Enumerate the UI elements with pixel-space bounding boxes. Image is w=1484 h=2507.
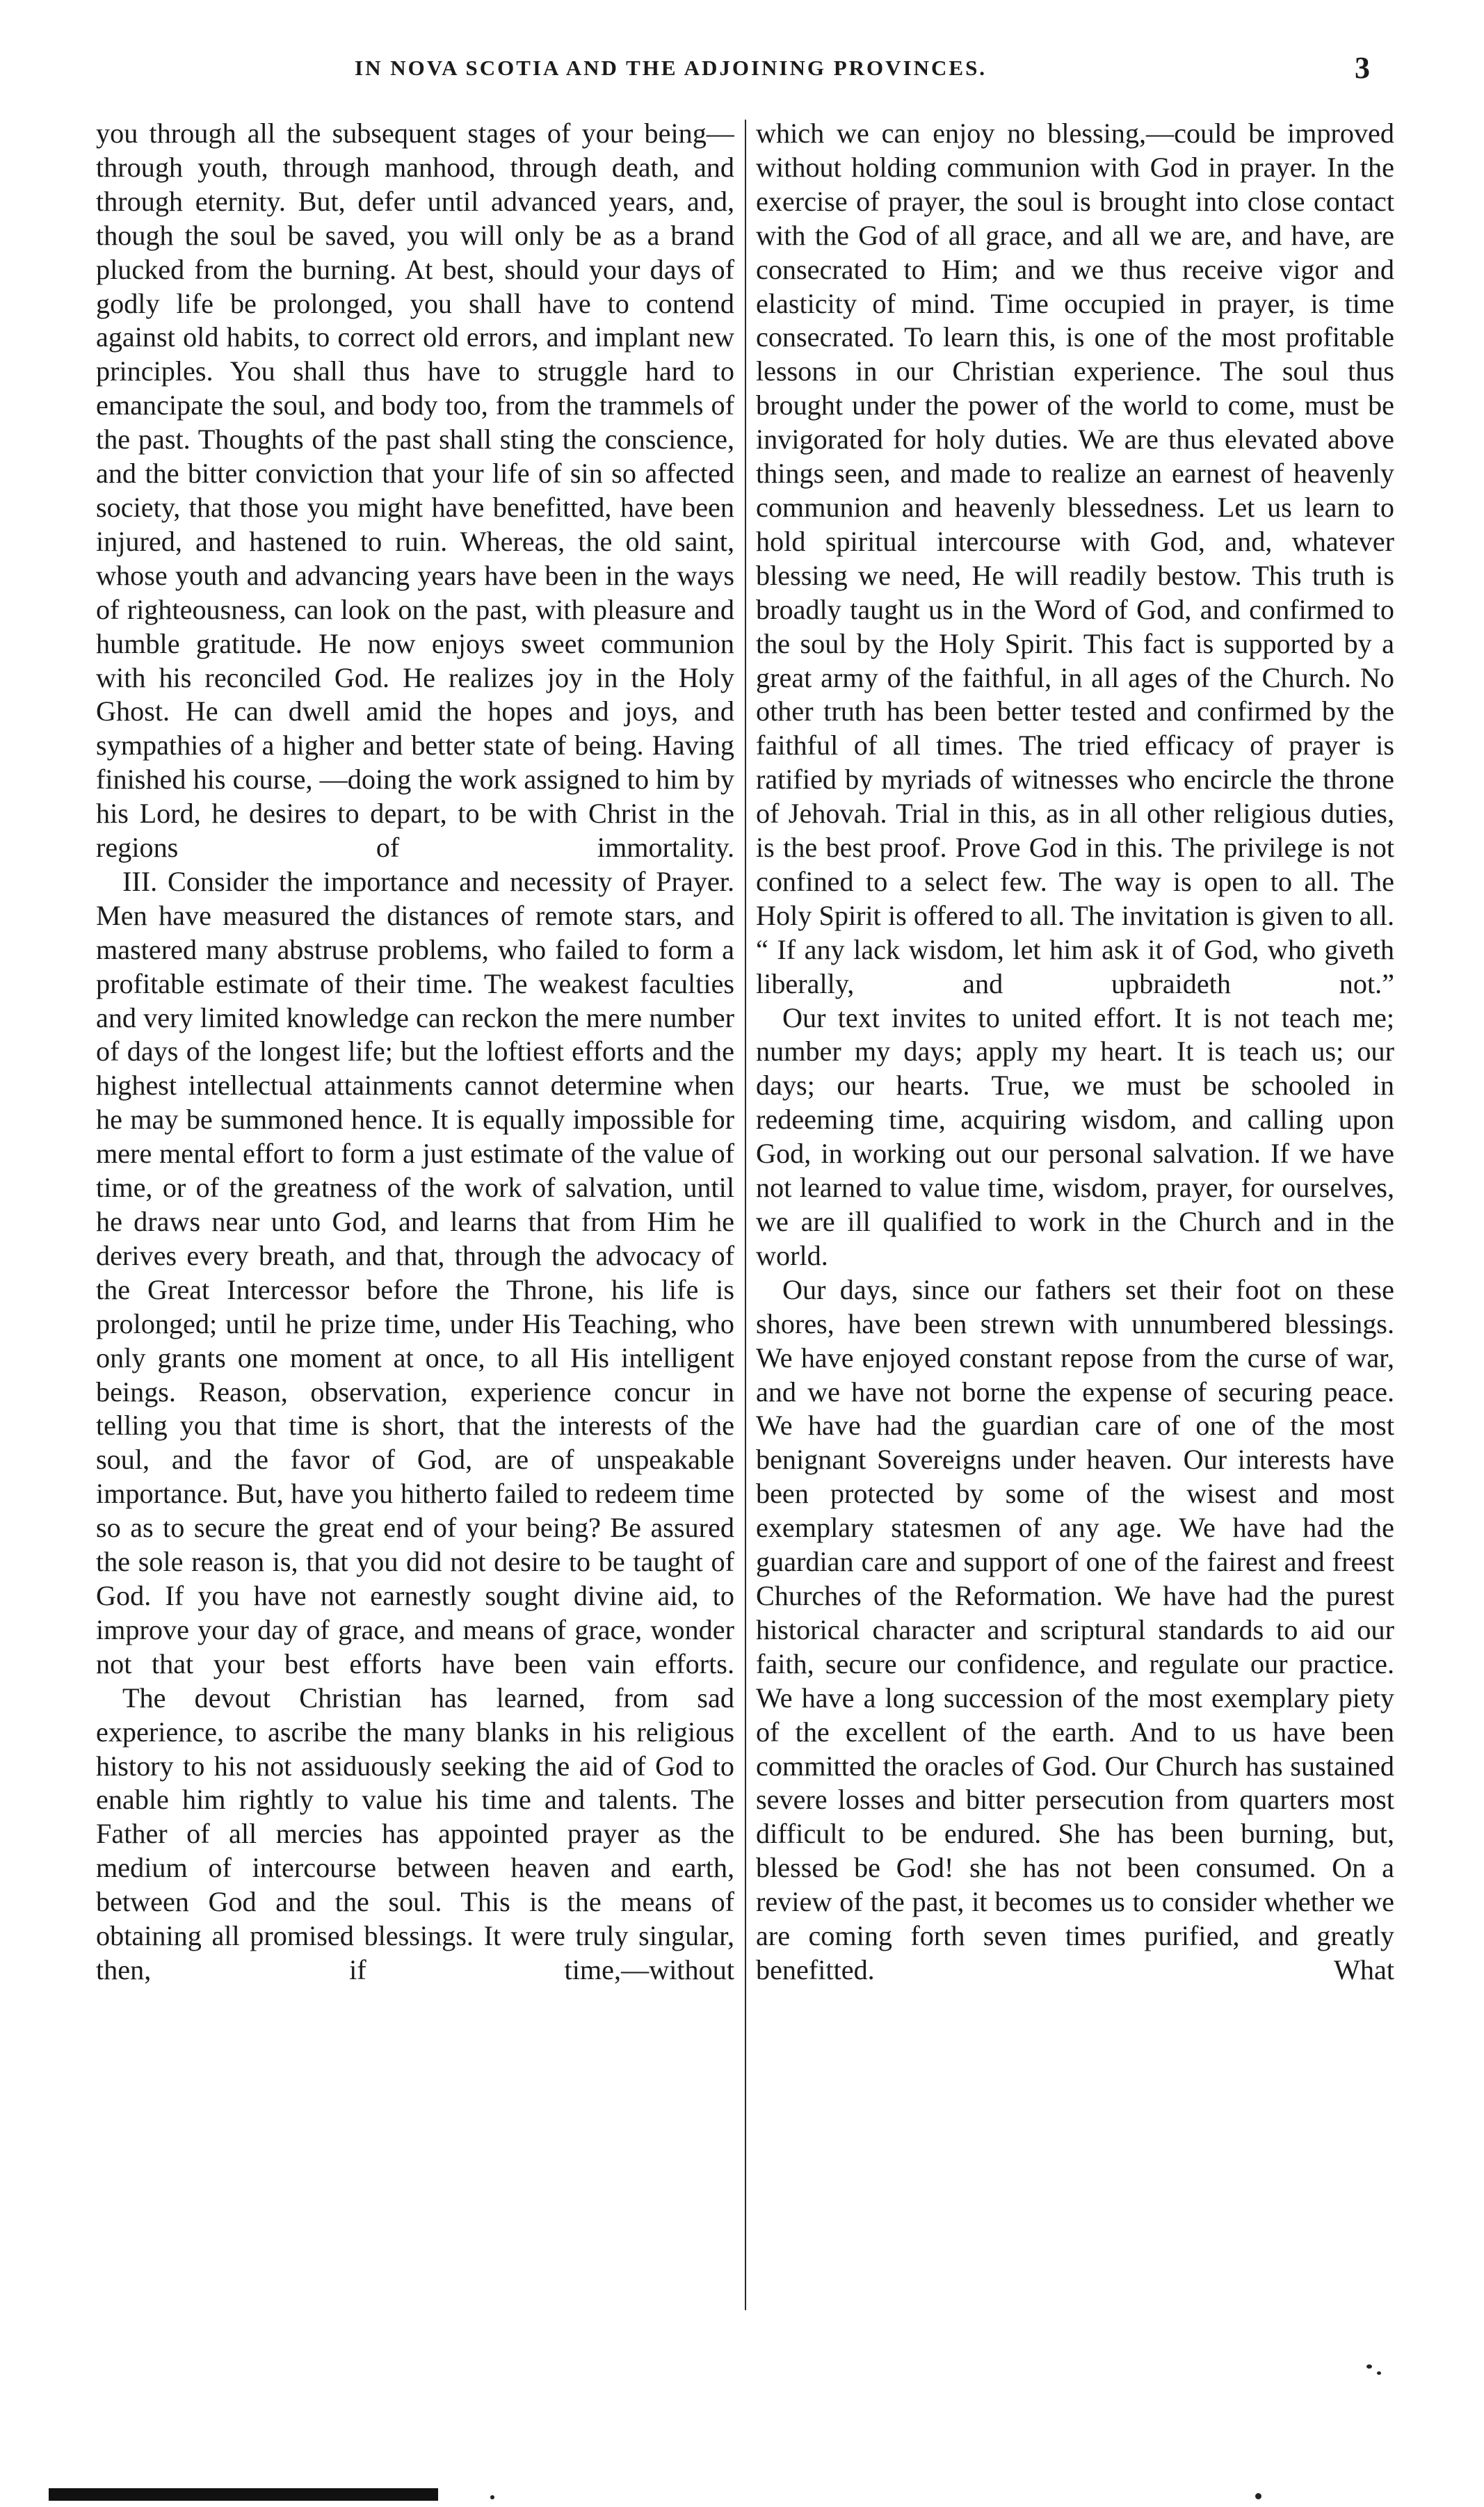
paragraph: Our text invites to united effort. It is not teach me; number my days; apply my heart. It is teach us; our days; our hearts. True, we must be schooled in redeeming time, acquiring wisdom, and calling upon God, in working out our personal salvation. If we have not learned to value time, wisdom, prayer, for ourselves, we are ill qualified to work in the Church and in the world. xyxy=(756,1001,1394,1271)
paragraph: which we can enjoy no blessing,—could be improved without holding communion with God in prayer. In the exercise of prayer, the soul is brought into close contact with the God of all grace, and all we are, and have, are consecrated to Him; and we thus receive vigor and elasticity of mind. Time occupied in prayer, is time consecrated. To learn this, is one of the most profitable lessons in our Christian experience. The soul thus brought under the power of the world to come, must be invigorated for holy duties. We are thus elevated above things seen, and made to realize an earnest of heavenly communion and heavenly blessedness. Let us learn to hold spiritual intercourse with God, and, whatever blessing we need, He will readily bestow. This truth is broadly taught us in the Word of God, and confirmed to the soul by the Holy Spirit. This fact is supported by a great army of the faithful, in all ages of the Church. No other truth has been better tested and confirmed by the faithful of all times. The tried efficacy of prayer is ratified by myriads of witnesses who encircle the throne of Jehovah. Trial in this, as in all other religious duties, is the best proof. Prove God in this. The privilege is not confined to a select few. The way is open to all. The Holy Spirit is offered to all. The invitation is given to all. “ If any lack wisdom, let him ask it of God, who giveth liberally, and upbraideth not.” xyxy=(756,118,1394,999)
running-title: IN NOVA SCOTIA AND THE ADJOINING PROVINCES. xyxy=(355,56,987,80)
paragraph: The devout Christian has learned, from sad experience, to ascribe the many blanks in his religious history to his not assiduously seeking the aid of God to enable him rightly to value his time and talents. The Father of all mercies has appointed prayer as the medium of intercourse between heaven and earth, between God and the soul. This is the means of obtaining all promised blessings. It were truly singular, then, if time,—without xyxy=(96,1682,734,1985)
right-column xyxy=(756,117,1394,2349)
scan-speck xyxy=(490,2495,494,2499)
page-header xyxy=(0,50,1484,92)
scan-speck xyxy=(1377,2371,1381,2375)
paragraph: III. Consider the importance and necessity of Prayer. Men have measured the distances of remote stars, and mastered many abstruse problems, who failed to form a profitable estimate of their time. The weakest faculties and very limited knowledge can reckon the mere number of days of the longest life; but the loftiest efforts and the highest intellectual attainments cannot determine when he may be summoned hence. It is equally impossible for mere mental effort to form a just estimate of the value of time, or of the greatness of the work of salvation, until he draws near unto God, and learns that from Him he derives every breath, and that, through the advocacy of the Great Intercessor before the Throne, his life is prolonged; until he prize time, under His Teaching, who only grants one moment at once, to all His intelligent beings. Reason, observation, experience concur in telling you that time is short, that the interests of the soul, and the favor of God, are of unspeakable importance. But, have you hitherto failed to redeem time so as to secure the great end of your being? Be assured the sole reason is, that you did not desire to be taught of God. If you have not earnestly sought divine aid, to improve your day of grace, and means of grace, wonder not that your best efforts have been vain efforts. xyxy=(96,865,734,1679)
paragraph: Our days, since our fathers set their foot on these shores, have been strewn with unnumbered blessings. We have enjoyed constant repose from the curse of war, and we have not borne the expense of securing peace. We have had the guardian care of one of the most benignant Sovereigns under heaven. Our interests have been protected by some of the wisest and most exemplary statesmen of any age. We have had the guardian care and support of one of the fairest and freest Churches of the Reformation. We have had the purest historical character and scriptural standards to aid our faith, secure our confidence, and regulate our practice. We have a long succession of the most exemplary piety of the excellent of the earth. And to us have been committed the oracles of God. Our Church has sustained severe losses and bitter persecution from quarters most difficult to be endured. She has been burning, but, blessed be God! she has not been consumed. On a review of the past, it becomes us to consider whether we are coming forth seven times purified, and greatly benefitted. What xyxy=(756,1273,1394,1985)
left-column xyxy=(96,117,734,2349)
page-number: 3 xyxy=(1355,51,1370,85)
scan-speck xyxy=(1366,2364,1372,2369)
column-divider xyxy=(745,120,746,2310)
scan-speck xyxy=(1255,2493,1261,2499)
scan-edge-mark xyxy=(49,2488,438,2501)
paragraph: you through all the subsequent stages of your being—through youth, through manhood, through death, and through eternity. But, defer until advanced years, and, though the soul be saved, you will only be as a brand plucked from the burning. At best, should your days of godly life be prolonged, you shall have to contend against old habits, to correct old errors, and implant new principles. You shall thus have to struggle hard to emancipate the soul, and body too, from the trammels of the past. Thoughts of the past shall sting the conscience, and the bitter conviction that your life of sin so affected society, that those you might have benefitted, have been injured, and hastened to ruin. Whereas, the old saint, whose youth and advancing years have been in the ways of righteousness, can look on the past, with pleasure and humble gratitude. He now enjoys sweet communion with his reconciled God. He realizes joy in the Holy Ghost. He can dwell amid the hopes and joys, and sympathies of a higher and better state of being. Having finished his course, —doing the work assigned to him by his Lord, he desires to depart, to be with Christ in the regions of immortality. xyxy=(96,118,734,864)
